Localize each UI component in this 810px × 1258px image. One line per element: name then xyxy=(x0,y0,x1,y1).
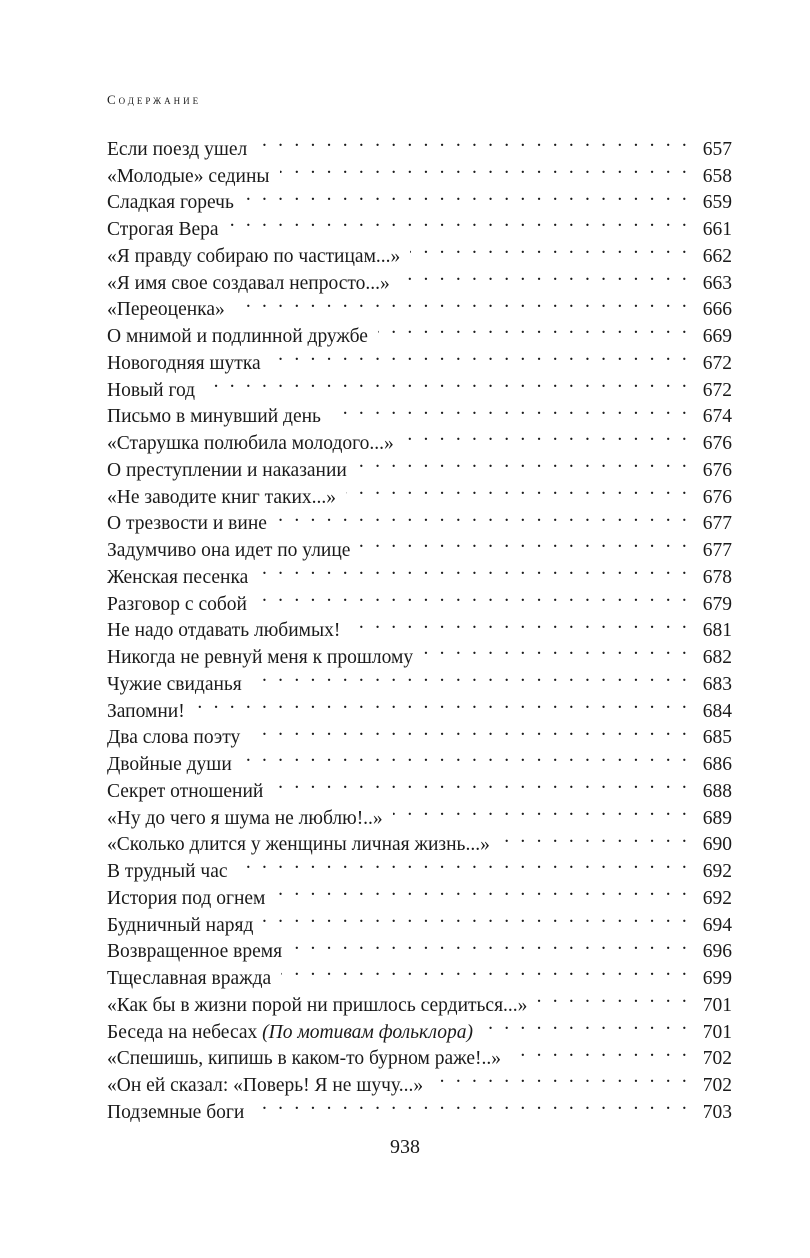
toc-entry-page: 688 xyxy=(702,780,732,802)
table-of-contents xyxy=(107,128,732,1123)
toc-entry-title xyxy=(107,752,242,779)
toc-entry-title xyxy=(107,913,263,940)
toc-entry-page: 702 xyxy=(702,1075,732,1096)
dot-leader xyxy=(400,262,690,289)
toc-entry-page: 681 xyxy=(702,620,732,642)
toc-entry-title xyxy=(107,511,277,538)
toc-entry-page: 682 xyxy=(702,647,732,668)
dot-leader xyxy=(235,289,690,316)
toc-entry-title-text: Не надо отдавать любимых! xyxy=(107,620,341,642)
dot-leader xyxy=(280,155,690,182)
toc-entry-title-text: «Я имя свое создавал непросто...» xyxy=(107,272,390,294)
toc-entry-title-text: Задумчиво она идет по улице xyxy=(107,540,351,561)
dot-leader xyxy=(281,957,690,984)
toc-entry-title-text: «Ну до чего я шума не люблю!..» xyxy=(107,807,383,829)
toc-entry-page: 684 xyxy=(702,700,732,722)
dot-leader xyxy=(357,449,690,476)
toc-entry-page: 677 xyxy=(702,513,732,535)
toc-entry-title xyxy=(107,378,205,405)
dot-leader xyxy=(378,315,690,342)
dot-leader xyxy=(257,583,690,610)
toc-entry-title xyxy=(107,859,238,886)
toc-entry-title-text: «Я правду собираю по частицам...» xyxy=(107,245,401,267)
toc-entry-title-text: Два слова поэту xyxy=(107,727,241,749)
toc-entry-title-text: Двойные души xyxy=(107,754,232,775)
toc-entry-page: 694 xyxy=(702,914,732,936)
dot-leader xyxy=(242,743,690,770)
toc-entry-page: 658 xyxy=(702,165,732,187)
toc-entry-title-text: Возвращенное время xyxy=(107,941,283,963)
toc-entry-title-text: Будничный наряд xyxy=(107,914,254,936)
toc-entry-page: 657 xyxy=(702,138,732,160)
toc-entry-page: 679 xyxy=(702,593,732,615)
dot-leader xyxy=(500,824,690,851)
page-number: 938 xyxy=(390,1136,420,1158)
toc-entry-title xyxy=(107,966,281,993)
toc-entry-title-text: Никогда не ревнуй меня к прошлому xyxy=(107,647,414,668)
toc-entry-page: 686 xyxy=(702,754,732,775)
toc-entry-title xyxy=(107,618,350,645)
toc-entry-title-text: Строгая Вера xyxy=(107,219,219,240)
toc-entry-title xyxy=(107,699,195,726)
dot-leader xyxy=(257,128,690,155)
toc-entry-page: 672 xyxy=(702,379,732,401)
toc-entry-title-text: Сладкая горечь xyxy=(107,192,234,214)
toc-entry-page: 659 xyxy=(702,192,732,214)
toc-entry-title-text: О трезвости и вине xyxy=(107,513,267,535)
dot-leader xyxy=(350,610,690,637)
toc-entry-page: 678 xyxy=(702,566,732,588)
toc-entry-page: 683 xyxy=(702,673,732,695)
toc-entry-title-text: «Сколько длится у женщины личная жизнь...» xyxy=(107,834,490,856)
toc-entry-title xyxy=(107,886,275,913)
toc-entry-page: 663 xyxy=(702,272,732,294)
toc-entry-title xyxy=(107,1020,483,1047)
dot-leader xyxy=(252,663,690,690)
toc-entry-page: 690 xyxy=(702,834,732,856)
toc-entry-page: 685 xyxy=(702,727,732,749)
toc-entry-page: 701 xyxy=(702,994,732,1016)
dot-leader xyxy=(404,422,690,449)
toc-entry-title-text: Чужие свиданья xyxy=(107,673,242,695)
dot-leader xyxy=(205,369,690,396)
dot-leader xyxy=(410,235,690,262)
dot-leader xyxy=(195,690,690,717)
toc-entry-note: (По мотивам фольклора) xyxy=(262,1021,473,1043)
toc-entry-title-text: «Спешишь, кипишь в каком-то бурном раже!..» xyxy=(107,1048,501,1070)
dot-leader xyxy=(258,556,690,583)
dot-leader xyxy=(483,1011,690,1038)
toc-entry-title-text: Подземные боги xyxy=(107,1101,245,1123)
running-head: Содержание xyxy=(107,92,202,107)
toc-entry-title xyxy=(107,592,257,619)
toc-entry-page: 701 xyxy=(702,1021,732,1043)
toc-entry-title xyxy=(107,404,331,431)
toc-entry-title xyxy=(107,939,292,966)
toc-entry-title-text: Запомни! xyxy=(107,700,185,722)
toc-entry-page: 689 xyxy=(702,807,732,829)
toc-entry-title-text: Письмо в минувший день xyxy=(107,406,321,428)
dot-leader xyxy=(275,877,690,904)
toc-entry xyxy=(107,717,732,749)
toc-entry-page: 662 xyxy=(702,245,732,267)
toc-entry-title xyxy=(107,458,357,485)
toc-entry-title xyxy=(107,993,537,1020)
toc-entry-page: 676 xyxy=(702,459,732,481)
toc-entry-title xyxy=(107,565,258,592)
dot-leader xyxy=(229,208,690,235)
dot-leader xyxy=(537,984,690,1011)
toc-entry-title xyxy=(107,137,257,164)
toc-entry-title xyxy=(107,1100,254,1127)
toc-entry-title xyxy=(107,725,250,752)
dot-leader xyxy=(393,797,690,824)
dot-leader xyxy=(263,904,690,931)
toc-entry-page: 702 xyxy=(702,1048,732,1070)
toc-entry-page: 692 xyxy=(702,887,732,909)
dot-leader xyxy=(292,931,690,958)
dot-leader xyxy=(254,1091,690,1118)
toc-entry-title-text: Женская песенка xyxy=(107,566,249,588)
toc-entry-title-text: Новогодняя шутка xyxy=(107,352,261,374)
toc-entry-page: 676 xyxy=(702,433,732,454)
toc-entry-title-text: «Как бы в жизни порой ни пришлось сердиться...» xyxy=(107,994,528,1016)
dot-leader xyxy=(433,1064,690,1091)
dot-leader xyxy=(273,770,690,797)
toc-entry-title-text: Если поезд ушел xyxy=(107,138,248,160)
toc-entry-page: 661 xyxy=(702,219,732,240)
toc-entry-title-text: «Переоценка» xyxy=(107,299,225,321)
dot-leader xyxy=(250,717,690,744)
dot-leader xyxy=(360,529,690,556)
dot-leader xyxy=(511,1038,690,1065)
dot-leader xyxy=(423,636,690,663)
toc-entry-page: 674 xyxy=(702,406,732,428)
toc-entry-title-text: Секрет отношений xyxy=(107,780,264,802)
toc-entry-title xyxy=(107,779,273,806)
toc-entry-page: 699 xyxy=(702,968,732,989)
toc-entry-page: 672 xyxy=(702,352,732,374)
dot-leader xyxy=(277,503,690,530)
toc-entry-title-text: Тщеславная вражда xyxy=(107,968,272,989)
toc-entry-title-text: В трудный час xyxy=(107,861,228,882)
toc-entry-title-text: «Не заводите книг таких...» xyxy=(107,486,337,508)
toc-entry-page: 676 xyxy=(702,486,732,508)
toc-entry-title-text: Новый год xyxy=(107,379,196,401)
toc-entry-title xyxy=(107,190,244,217)
toc-entry xyxy=(107,690,732,722)
toc-entry-title xyxy=(107,297,235,324)
toc-entry-title xyxy=(107,244,410,271)
toc-entry-page: 669 xyxy=(702,326,732,347)
dot-leader xyxy=(271,342,690,369)
dot-leader xyxy=(238,850,690,877)
toc-entry-page: 696 xyxy=(702,941,732,963)
toc-entry-page: 703 xyxy=(702,1101,732,1123)
dot-leader xyxy=(244,182,690,209)
toc-entry-title-text: «Старушка полюбила молодого...» xyxy=(107,433,394,454)
toc-entry xyxy=(107,128,732,160)
toc-entry-title-text: Разговор с собой xyxy=(107,593,247,615)
toc-entry-title xyxy=(107,217,229,244)
toc-entry-title-text: Беседа на небесах xyxy=(107,1021,258,1043)
toc-entry-page: 677 xyxy=(702,540,732,561)
toc-entry-title-text: «Молодые» седины xyxy=(107,165,270,187)
toc-entry-title-text: История под огнем xyxy=(107,887,266,909)
toc-entry-page: 666 xyxy=(702,299,732,321)
toc-entry-title-text: «Он ей сказал: «Поверь! Я не шучу...» xyxy=(107,1075,424,1096)
toc-entry-page: 692 xyxy=(702,861,732,882)
toc-entry-title-text: О преступлении и наказании xyxy=(107,459,347,481)
dot-leader xyxy=(346,476,690,503)
toc-entry-title-text: О мнимой и подлинной дружбе xyxy=(107,326,368,347)
dot-leader xyxy=(331,396,690,423)
toc-entry-title xyxy=(107,806,393,833)
